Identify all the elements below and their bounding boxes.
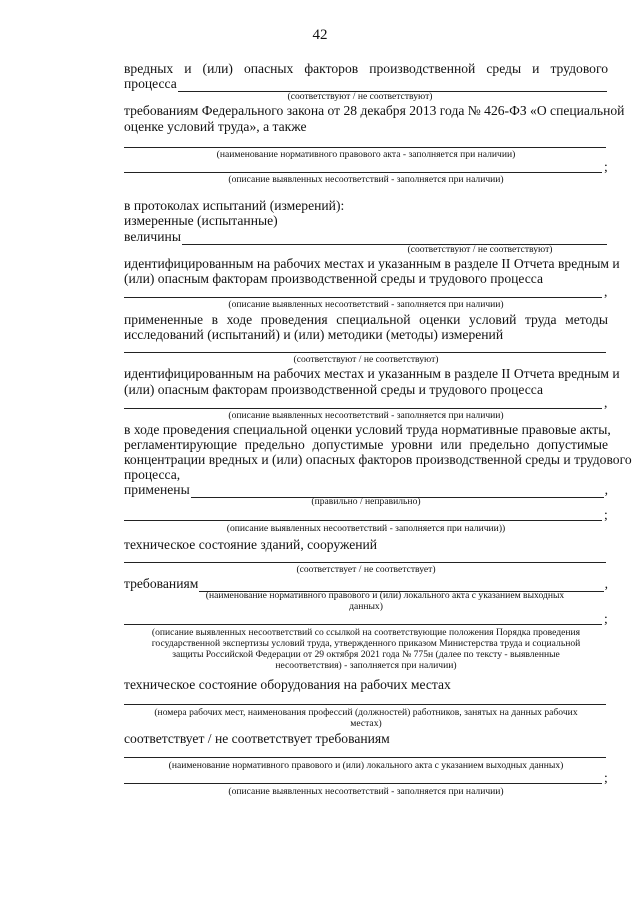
text-line: требованиям Федерального закона от 28 декабря 2013 года № 426-ФЗ «О специальной bbox=[124, 103, 625, 118]
fill-line bbox=[124, 783, 602, 784]
field-note: (описание выявленных несоответствий - заполняется при наличии)) bbox=[226, 523, 506, 534]
text-line: вредных и (или) опасных факторов производственной среды и трудового bbox=[124, 61, 608, 76]
text-line: соответствует / не соответствует требованиям bbox=[124, 731, 390, 746]
text-line: регламентирующие предельно допустимые уровни или предельно допустимые bbox=[124, 437, 608, 452]
text-line: идентифицированным на рабочих местах и указанным в разделе II Отчета вредным и bbox=[124, 256, 620, 271]
fill-line bbox=[124, 562, 606, 563]
field-note: (соответствуют / не соответствуют) bbox=[293, 354, 439, 365]
semicolon: ; bbox=[604, 611, 608, 626]
field-note: (соответствуют / не соответствуют) bbox=[287, 91, 433, 102]
fill-line bbox=[124, 172, 602, 173]
field-note: (описание выявленных несоответствий - заполняется при наличии) bbox=[228, 174, 504, 185]
field-note: защиты Российской Федерации от 29 октября 2021 года № 775н (далее по тексту - выявленные bbox=[172, 649, 560, 660]
semicolon: ; bbox=[604, 770, 608, 785]
field-note: (наименование нормативного правового и (или) локального акта с указанием выходных bbox=[205, 590, 565, 601]
text-line: в протоколах испытаний (измерений): bbox=[124, 198, 345, 213]
field-note: государственной экспертизы условий труда, утвержденного приказом Министерства труда и социальной bbox=[151, 638, 581, 649]
text-line: исследований (испытаний) и (или) методики (методы) измерений bbox=[124, 327, 504, 342]
text-line: процесса, bbox=[124, 467, 181, 482]
field-note: (описание выявленных несоответствий - заполняется при наличии) bbox=[228, 299, 504, 310]
fill-line bbox=[124, 704, 606, 705]
field-note: данных) bbox=[349, 601, 383, 612]
text-line: измеренные (испытанные) bbox=[124, 213, 278, 228]
page-number: 42 bbox=[312, 27, 328, 43]
text-line-with-blank bbox=[124, 76, 608, 92]
text-fragment: процесса bbox=[124, 76, 177, 91]
text-line-with-blank bbox=[124, 229, 608, 245]
fill-line bbox=[124, 624, 602, 625]
text-line: техническое состояние зданий, сооружений bbox=[124, 537, 378, 552]
field-note: (описание выявленных несоответствий - заполняется при наличии) bbox=[228, 410, 504, 421]
semicolon: ; bbox=[604, 159, 608, 174]
text-line: концентрации вредных и (или) опасных факторов производственной среды и трудового bbox=[124, 452, 632, 467]
fill-line bbox=[124, 757, 606, 758]
field-note: (описание выявленных несоответствий - заполняется при наличии) bbox=[228, 786, 504, 797]
field-note: (номера рабочих мест, наименования профессий (должностей) работников, занятых на данных рабочих bbox=[154, 707, 578, 718]
fill-line bbox=[124, 147, 606, 148]
fill-line bbox=[124, 520, 602, 521]
text-fragment: требованиям bbox=[124, 576, 199, 591]
fill-line bbox=[124, 297, 602, 298]
field-note: (наименование нормативного правового акта - заполняется при наличии) bbox=[216, 149, 516, 160]
text-fragment: применены bbox=[124, 482, 190, 497]
text-line: (или) опасным факторам производственной среды и трудового процесса bbox=[124, 382, 544, 397]
text-line: (или) опасным факторам производственной среды и трудового процесса bbox=[124, 271, 544, 286]
text-line: в ходе проведения специальной оценки условий труда нормативные правовые акты, bbox=[124, 422, 611, 437]
field-note: (соответствует / не соответствует) bbox=[296, 564, 436, 575]
comma: , bbox=[604, 576, 608, 591]
field-note: (соответствуют / не соответствуют) bbox=[407, 244, 553, 255]
text-line: техническое состояние оборудования на рабочих местах bbox=[124, 677, 451, 692]
text-line: идентифицированным на рабочих местах и указанным в разделе II Отчета вредным и bbox=[124, 366, 620, 381]
fill-line bbox=[124, 408, 602, 409]
field-note: несоответствия) - заполняется при наличии) bbox=[275, 660, 457, 671]
comma: , bbox=[604, 395, 608, 410]
fill-line bbox=[124, 352, 606, 353]
field-note: (наименование нормативного правового и (или) локального акта с указанием выходных данных) bbox=[168, 760, 564, 771]
text-line: примененные в ходе проведения специальной оценки условий труда методы bbox=[124, 312, 608, 327]
text-fragment: величины bbox=[124, 229, 181, 244]
field-note: (описание выявленных несоответствий со ссылкой на соответствующие положения Порядка проведения bbox=[151, 627, 581, 638]
field-note: (правильно / неправильно) bbox=[311, 496, 421, 507]
field-note: местах) bbox=[350, 718, 382, 729]
comma: , bbox=[604, 482, 608, 497]
text-line: оценке условий труда», а также bbox=[124, 119, 307, 134]
semicolon: ; bbox=[604, 507, 608, 522]
comma: , bbox=[604, 284, 608, 299]
